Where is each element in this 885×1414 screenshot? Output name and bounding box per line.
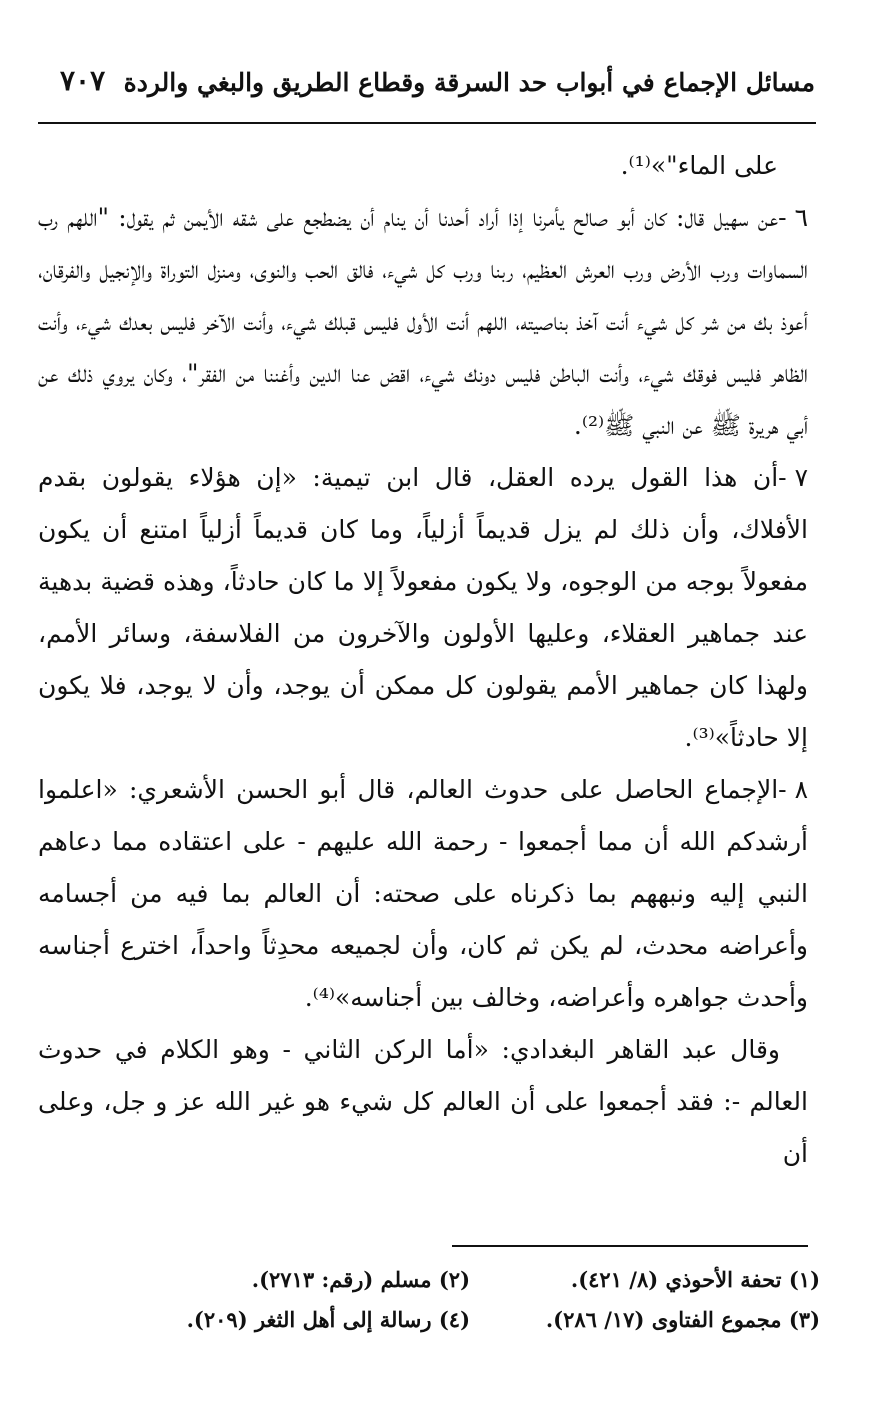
footnotes bbox=[120, 1260, 820, 1340]
paragraph-number: ٨ - bbox=[778, 775, 808, 804]
main-text bbox=[38, 140, 808, 1180]
chapter-title: مسائل الإجماع في أبواب حد السرقة وقطاع الطريق والبغي والردة bbox=[123, 68, 815, 97]
paragraph-text: عن سهيل قال: كان أبو صالح يأمرنا إذا أراد أحدنا أن ينام أن يضطجع على شقه الأيمن ثم يقول: "اللهم رب السماوات ورب الأرض ورب العرش العظيم، ربنا ورب كل شيء، فالق الحب والنوى، ومنزل التوراة والإنجيل والفرقان، أعوذ بك من شر كل شيء أنت آخذ بناصيته، اللهم أنت الأول فليس قبلك شيء، وأنت الآخر فليس بعدك شيء، وأنت الظاهر فليس فوقك شيء، وأنت الباطن فليس دونك شيء، اقض عنا الدين وأغننا من الفقر"، وكان يروي ذلك عن أبي هريرة ﷺ عن النبي ﷺ⁽²⁾. bbox=[38, 203, 808, 440]
running-header bbox=[40, 60, 815, 106]
paragraph-continuation: على الماء"»⁽¹⁾. bbox=[620, 151, 778, 180]
header-divider bbox=[38, 122, 816, 124]
paragraph-number: ٧ - bbox=[778, 463, 808, 492]
footnote-divider bbox=[452, 1245, 808, 1247]
numbered-paragraph-6 bbox=[38, 192, 808, 452]
footnote-row bbox=[120, 1260, 820, 1300]
footnote-3: (٣) مجموع الفتاوى (١٧/ ٢٨٦). bbox=[545, 1307, 820, 1332]
footnote-2: (٢) مسلم (رقم: ٢٧١٣). bbox=[251, 1267, 470, 1292]
footnote-4: (٤) رسالة إلى أهل الثغر (٢٠٩). bbox=[186, 1307, 470, 1332]
footnote-1: (١) تحفة الأحوذي (٨/ ٤٢١). bbox=[570, 1267, 820, 1292]
numbered-paragraph-7 bbox=[38, 452, 808, 764]
paragraph-number: ٦ - bbox=[778, 203, 808, 232]
footnote-row bbox=[120, 1300, 820, 1340]
paragraph-text: الإجماع الحاصل على حدوث العالم، قال أبو الحسن الأشعري: «اعلموا أرشدكم الله أن مما أجمعوا - رحمة الله عليهم - على اعتقاده مما دعاهم النبي إليه ونبههم بما ذكرناه على صحته: أن العالم بما فيه من أجسامه وأعراضه محدث، لم يكن ثم كان، وأن لجميعه محدِثاً واحداً، اخترع أجناسه وأحدث جواهره وأعراضه، وخالف بين أجناسه»⁽⁴⁾. bbox=[38, 775, 808, 1012]
numbered-paragraph-8 bbox=[38, 764, 808, 1024]
paragraph: وقال عبد القاهر البغدادي: «أما الركن الثاني - وهو الكلام في حدوث العالم -: فقد أجمعوا على أن العالم كل شيء هو غير الله عز و جل، وعلى أن bbox=[38, 1035, 808, 1168]
paragraph-text: أن هذا القول يرده العقل، قال ابن تيمية: «إن هؤلاء يقولون بقدم الأفلاك، وأن ذلك لم يزل قديماً أزلياً، وما كان قديماً أزلياً امتنع أن يكون مفعولاً بوجه من الوجوه، ولا يكون مفعولاً إلا ما كان حادثاً، وهذه قضية بدهية عند جماهير العقلاء، وعليها الأولون والآخرون من الفلاسفة، وسائر الأمم، ولهذا كان جماهير الأمم يقولون كل ممكن أن يوجد، وأن لا يوجد، فلا يكون إلا حادثاً»⁽³⁾. bbox=[38, 463, 808, 752]
page-number: ٧٠٧ bbox=[60, 64, 106, 97]
